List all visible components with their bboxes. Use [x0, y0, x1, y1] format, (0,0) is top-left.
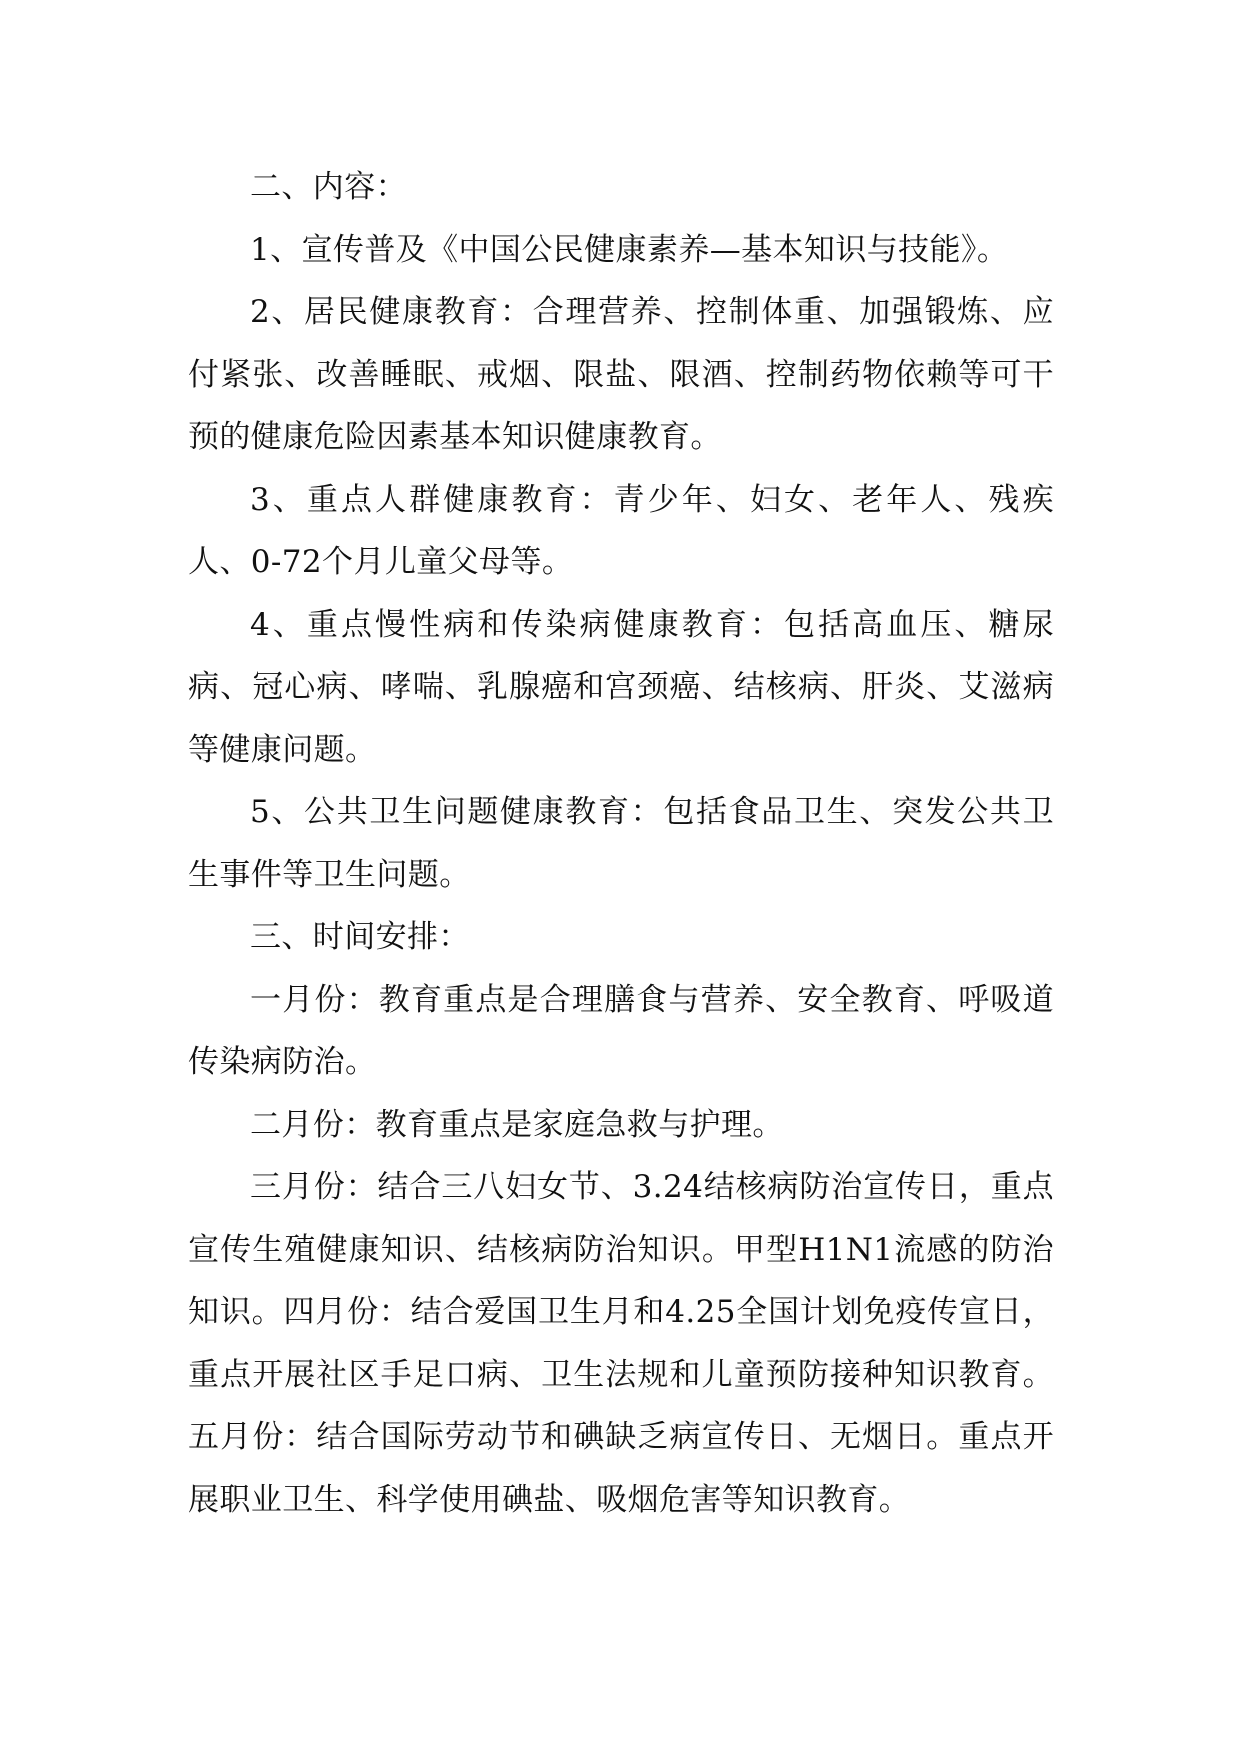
paragraph-february: 二月份：教育重点是家庭急救与护理。 — [250, 1106, 784, 1143]
paragraph-item-4: 4、重点慢性病和传染病健康教育：包括高血压、糖尿病、冠心病、哮喘、乳腺癌和宫颈癌、结核病、肝炎、艾滋病等健康问题。 — [188, 606, 1054, 768]
paragraph-item-2: 2、居民健康教育：合理营养、控制体重、加强锻炼、应付紧张、改善睡眠、戒烟、限盐、限酒、控制药物依赖等可干预的健康危险因素基本知识健康教育。 — [188, 294, 1054, 455]
paragraph-march-to-may: 三月份：结合三八妇女节、3.24结核病防治宣传日，重点宣传生殖健康知识、结核病防治知识。甲型H1N1流感的防治知识。四月份：结合爱国卫生月和4.25全国计划免疫传宣日，重点开展社区手足口病、卫生法规和儿童预防接种知识教育。五月份：结合国际劳动节和碘缺乏病宣传日、无烟日。重点开展职业卫生、科学使用碘盐、吸烟危害等知识教育。 — [188, 1169, 1054, 1518]
section-heading-content: 二、内容： — [250, 169, 407, 205]
paragraph-january: 一月份：教育重点是合理膳食与营养、安全教育、呼吸道传染病防治。 — [188, 981, 1054, 1080]
paragraph-item-1: 1、宣传普及《中国公民健康素养—基本知识与技能》。 — [250, 231, 1009, 268]
section-heading-schedule: 三、时间安排： — [250, 919, 470, 955]
paragraph-item-3: 3、重点人群健康教育：青少年、妇女、老年人、残疾人、0-72个月儿童父母等。 — [188, 481, 1054, 580]
paragraph-item-5: 5、公共卫生问题健康教育：包括食品卫生、突发公共卫生事件等卫生问题。 — [188, 794, 1054, 893]
document-body — [188, 156, 1054, 1531]
